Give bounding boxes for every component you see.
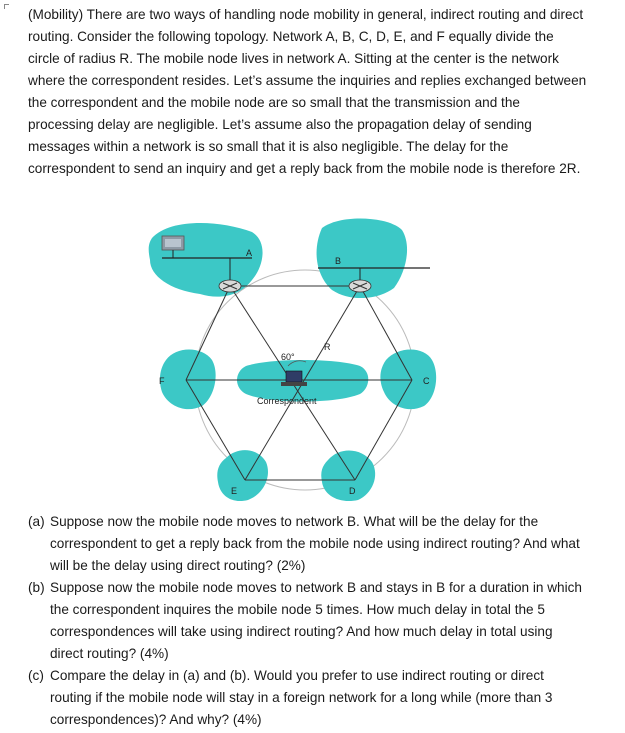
question-label: (b) (28, 580, 45, 595)
angle-label: 60° (281, 352, 295, 362)
correspondent-label: Correspondent (257, 396, 317, 406)
question-text: Suppose now the mobile node moves to network B. What will be the delay for the correspondent to get a reply back from the mobile node using indirect routing? And what will be the delay using direct routing? (2%) (50, 514, 580, 573)
topology-diagram (140, 210, 470, 510)
network-d-label: D (349, 486, 356, 496)
question-a (28, 511, 588, 577)
problem-intro: (Mobility) There are two ways of handling node mobility in general, indirect routing and direct routing. Consider the following topology. Network A, B, C, D, E, and F equally divide the circle of radius R. The mobile node lives in network A. Sitting at the center is the network where the correspondent resides. Let’s assume the inquiries and replies exchanged between the correspondent and the mobile node are so small that the transmission and the processing delay are negligible. Let’s assume also the propagation delay of sending messages within a network is so small that it is also negligible. The delay for the correspondent to send an inquiry and get a reply back from the mobile node is therefore 2R. (28, 7, 587, 176)
network-c-label: C (423, 376, 430, 386)
network-a-label: A (246, 248, 253, 258)
question-label: (c) (28, 668, 44, 683)
network-f-label: F (159, 376, 165, 386)
question-b (28, 577, 588, 665)
question-list (28, 511, 588, 731)
radius-label: R (324, 342, 331, 352)
network-f-blob (160, 350, 216, 410)
question-label: (a) (28, 514, 45, 529)
topology-figure (140, 210, 470, 510)
question-text: Compare the delay in (a) and (b). Would you prefer to use indirect routing or direct routing if the mobile node will stay in a foreign network for a long while (more than 3 correspondences)? And why? (4%) (50, 668, 553, 727)
question-text: Suppose now the mobile node moves to network B and stays in B for a duration in which the correspondent inquires the mobile node 5 times. How much delay in total the 5 correspondences will take using indirect routing? And how much delay in total using direct routing? (4%) (50, 580, 582, 661)
network-e-label: E (231, 486, 238, 496)
question-c (28, 665, 588, 731)
network-b-label: B (335, 256, 342, 266)
corner-mark (4, 4, 9, 9)
